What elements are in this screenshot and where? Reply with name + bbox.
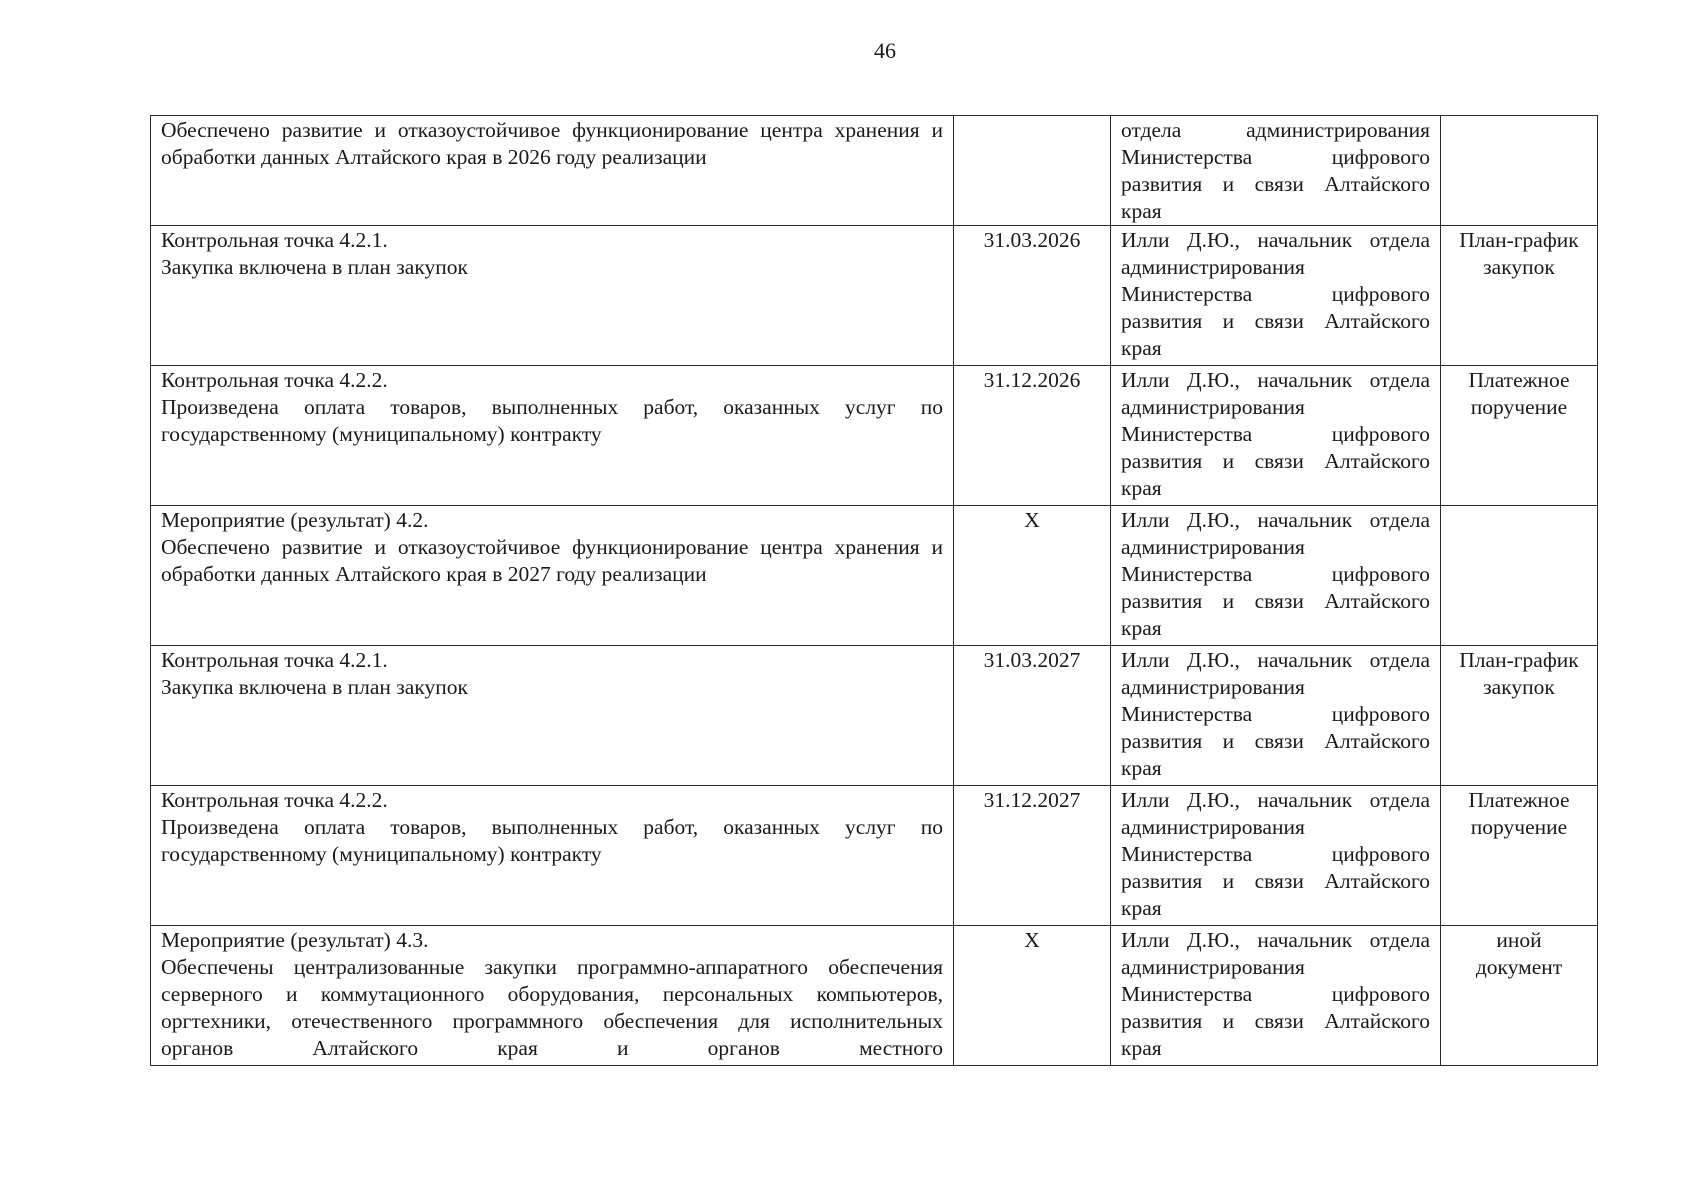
responsible-cell: Илли Д.Ю., начальник отдела администрирования Министерства цифрового развития и связи Алтайского края xyxy=(1111,786,1441,926)
deadline-cell: 31.12.2027 xyxy=(954,786,1111,926)
responsible-cell: Илли Д.Ю., начальник отдела администрирования Министерства цифрового развития и связи Алтайского края xyxy=(1111,506,1441,646)
deadline-cell xyxy=(954,116,1111,226)
responsible-cell: Илли Д.Ю., начальник отдела администрирования Министерства цифрового развития и связи Алтайского края xyxy=(1111,226,1441,366)
event-title: Мероприятие (результат) 4.3. xyxy=(161,928,429,952)
event-description-cell xyxy=(151,646,954,786)
responsible-cell: отдела администрирования Министерства цифрового развития и связи Алтайского края xyxy=(1111,116,1441,226)
event-title: Контрольная точка 4.2.2. xyxy=(161,788,388,812)
deadline-cell: X xyxy=(954,926,1111,1066)
table-row xyxy=(151,506,1598,646)
event-title: Контрольная точка 4.2.1. xyxy=(161,648,388,672)
event-text: Закупка включена в план закупок xyxy=(161,255,468,279)
document-cell: Платежное поручение xyxy=(1441,786,1598,926)
event-description-cell xyxy=(151,926,954,1066)
event-description-cell xyxy=(151,366,954,506)
responsible-cell: Илли Д.Ю., начальник отдела администрирования Министерства цифрового развития и связи Алтайского края xyxy=(1111,366,1441,506)
deadline-cell: X xyxy=(954,506,1111,646)
table-row xyxy=(151,366,1598,506)
event-description-cell xyxy=(151,116,954,226)
event-text: Обеспечено развитие и отказоустойчивое функционирование центра хранения и обработки данных Алтайского края в 2026 году реализации xyxy=(161,118,943,169)
table-row xyxy=(151,646,1598,786)
table-row xyxy=(151,926,1598,1066)
responsible-cell: Илли Д.Ю., начальник отдела администрирования Министерства цифрового развития и связи Алтайского края xyxy=(1111,646,1441,786)
event-title: Контрольная точка 4.2.2. xyxy=(161,368,388,392)
table-row xyxy=(151,226,1598,366)
document-cell: План-график закупок xyxy=(1441,226,1598,366)
document-cell xyxy=(1441,506,1598,646)
event-description-cell xyxy=(151,506,954,646)
deadline-cell: 31.12.2026 xyxy=(954,366,1111,506)
event-text: Произведена оплата товаров, выполненных работ, оказанных услуг по государственному (муниципальному) контракту xyxy=(161,395,943,446)
table-row xyxy=(151,116,1598,226)
document-cell: План-график закупок xyxy=(1441,646,1598,786)
deadline-cell: 31.03.2026 xyxy=(954,226,1111,366)
event-text: Обеспечены централизованные закупки программно-аппаратного обеспечения серверного и коммутационного оборудования, персональных компьютеров, оргтехники, отечественного программного обеспечения для исполнительных органов Алтайского края и органов местного xyxy=(161,955,943,1060)
plan-table xyxy=(150,115,1598,1066)
event-description-cell xyxy=(151,226,954,366)
event-description-cell xyxy=(151,786,954,926)
page-number: 46 xyxy=(874,38,896,63)
document-cell: Платежное поручение xyxy=(1441,366,1598,506)
event-title: Контрольная точка 4.2.1. xyxy=(161,228,388,252)
event-text: Произведена оплата товаров, выполненных работ, оказанных услуг по государственному (муниципальному) контракту xyxy=(161,815,943,866)
document-cell: иной документ xyxy=(1441,926,1598,1066)
event-text: Закупка включена в план закупок xyxy=(161,675,468,699)
table-row xyxy=(151,786,1598,926)
event-text: Обеспечено развитие и отказоустойчивое функционирование центра хранения и обработки данных Алтайского края в 2027 году реализации xyxy=(161,535,943,586)
responsible-cell: Илли Д.Ю., начальник отдела администрирования Министерства цифрового развития и связи Алтайского края xyxy=(1111,926,1441,1066)
deadline-cell: 31.03.2027 xyxy=(954,646,1111,786)
document-cell xyxy=(1441,116,1598,226)
event-title: Мероприятие (результат) 4.2. xyxy=(161,508,429,532)
